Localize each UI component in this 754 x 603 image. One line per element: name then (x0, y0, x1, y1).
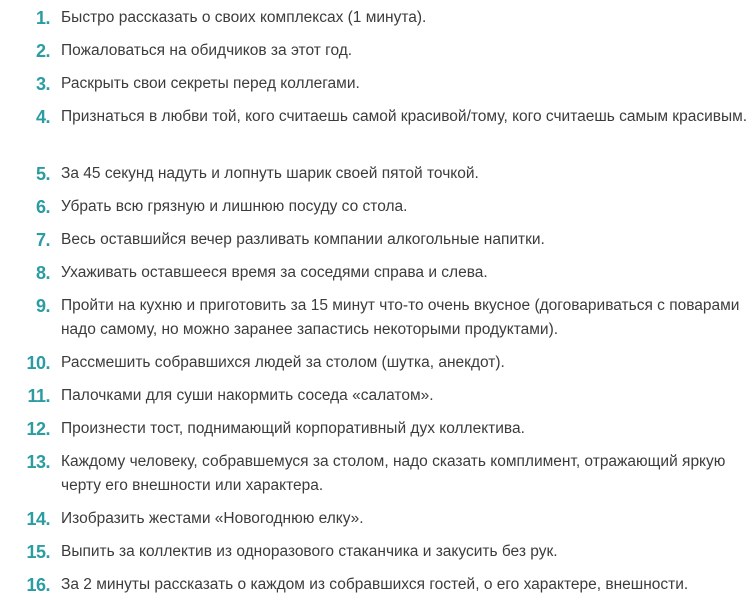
item-number: 9. (35, 296, 50, 316)
item-number: 10. (26, 353, 50, 373)
item-number: 8. (35, 263, 50, 283)
item-number: 6. (35, 197, 50, 217)
item-text: За 45 секунд надуть и лопнуть шарик своей пятой точкой. (61, 165, 479, 182)
item-number: 12. (26, 419, 50, 439)
item-text: Изобразить жестами «Новогоднюю елку». (61, 510, 364, 527)
item-number: 2. (35, 41, 50, 61)
item-text: За 2 минуты рассказать о каждом из собравшихся гостей, о его характере, внешности. (61, 576, 689, 593)
item-text: Выпить за коллектив из одноразового стаканчика и закусить без рук. (61, 543, 558, 560)
item-text: Весь оставшийся вечер разливать компании алкогольные напитки. (61, 231, 545, 248)
item-text: Быстро рассказать о своих комплексах (1 минута). (61, 9, 427, 26)
item-number: 1. (35, 8, 50, 28)
item-number: 11. (27, 386, 50, 406)
item-text: Убрать всю грязную и лишнюю посуду со стола. (61, 198, 408, 215)
item-text: Каждому человеку, собравшемуся за столом, надо сказать комплимент, отражающий яркую черту его внешности или характера. (61, 453, 726, 494)
item-number: 3. (35, 74, 50, 94)
item-number: 7. (35, 230, 50, 250)
item-number: 15. (26, 542, 50, 562)
item-text: Пожаловаться на обидчиков за этот год. (61, 42, 353, 59)
item-number: 16. (26, 575, 50, 595)
item-number: 5. (35, 164, 50, 184)
item-number: 4. (35, 107, 50, 127)
item-text: Признаться в любви той, кого считаешь самой красивой/тому, кого считаешь самым красивым. (61, 108, 748, 125)
item-text: Рассмешить собравшихся людей за столом (шутка, анекдот). (61, 354, 505, 371)
item-text: Палочками для суши накормить соседа «салатом». (61, 387, 434, 404)
item-text: Ухаживать оставшееся время за соседями справа и слева. (61, 264, 488, 281)
item-number: 13. (26, 452, 50, 472)
item-text: Пройти на кухню и приготовить за 15 минут что-то очень вкусное (договариваться с поварами надо самому, но можно заранее запастись некоторыми продуктами). (61, 297, 740, 338)
item-text: Произнести тост, поднимающий корпоративный дух коллектива. (61, 420, 525, 437)
item-number: 14. (26, 509, 50, 529)
item-text: Раскрыть свои секреты перед коллегами. (61, 75, 360, 92)
